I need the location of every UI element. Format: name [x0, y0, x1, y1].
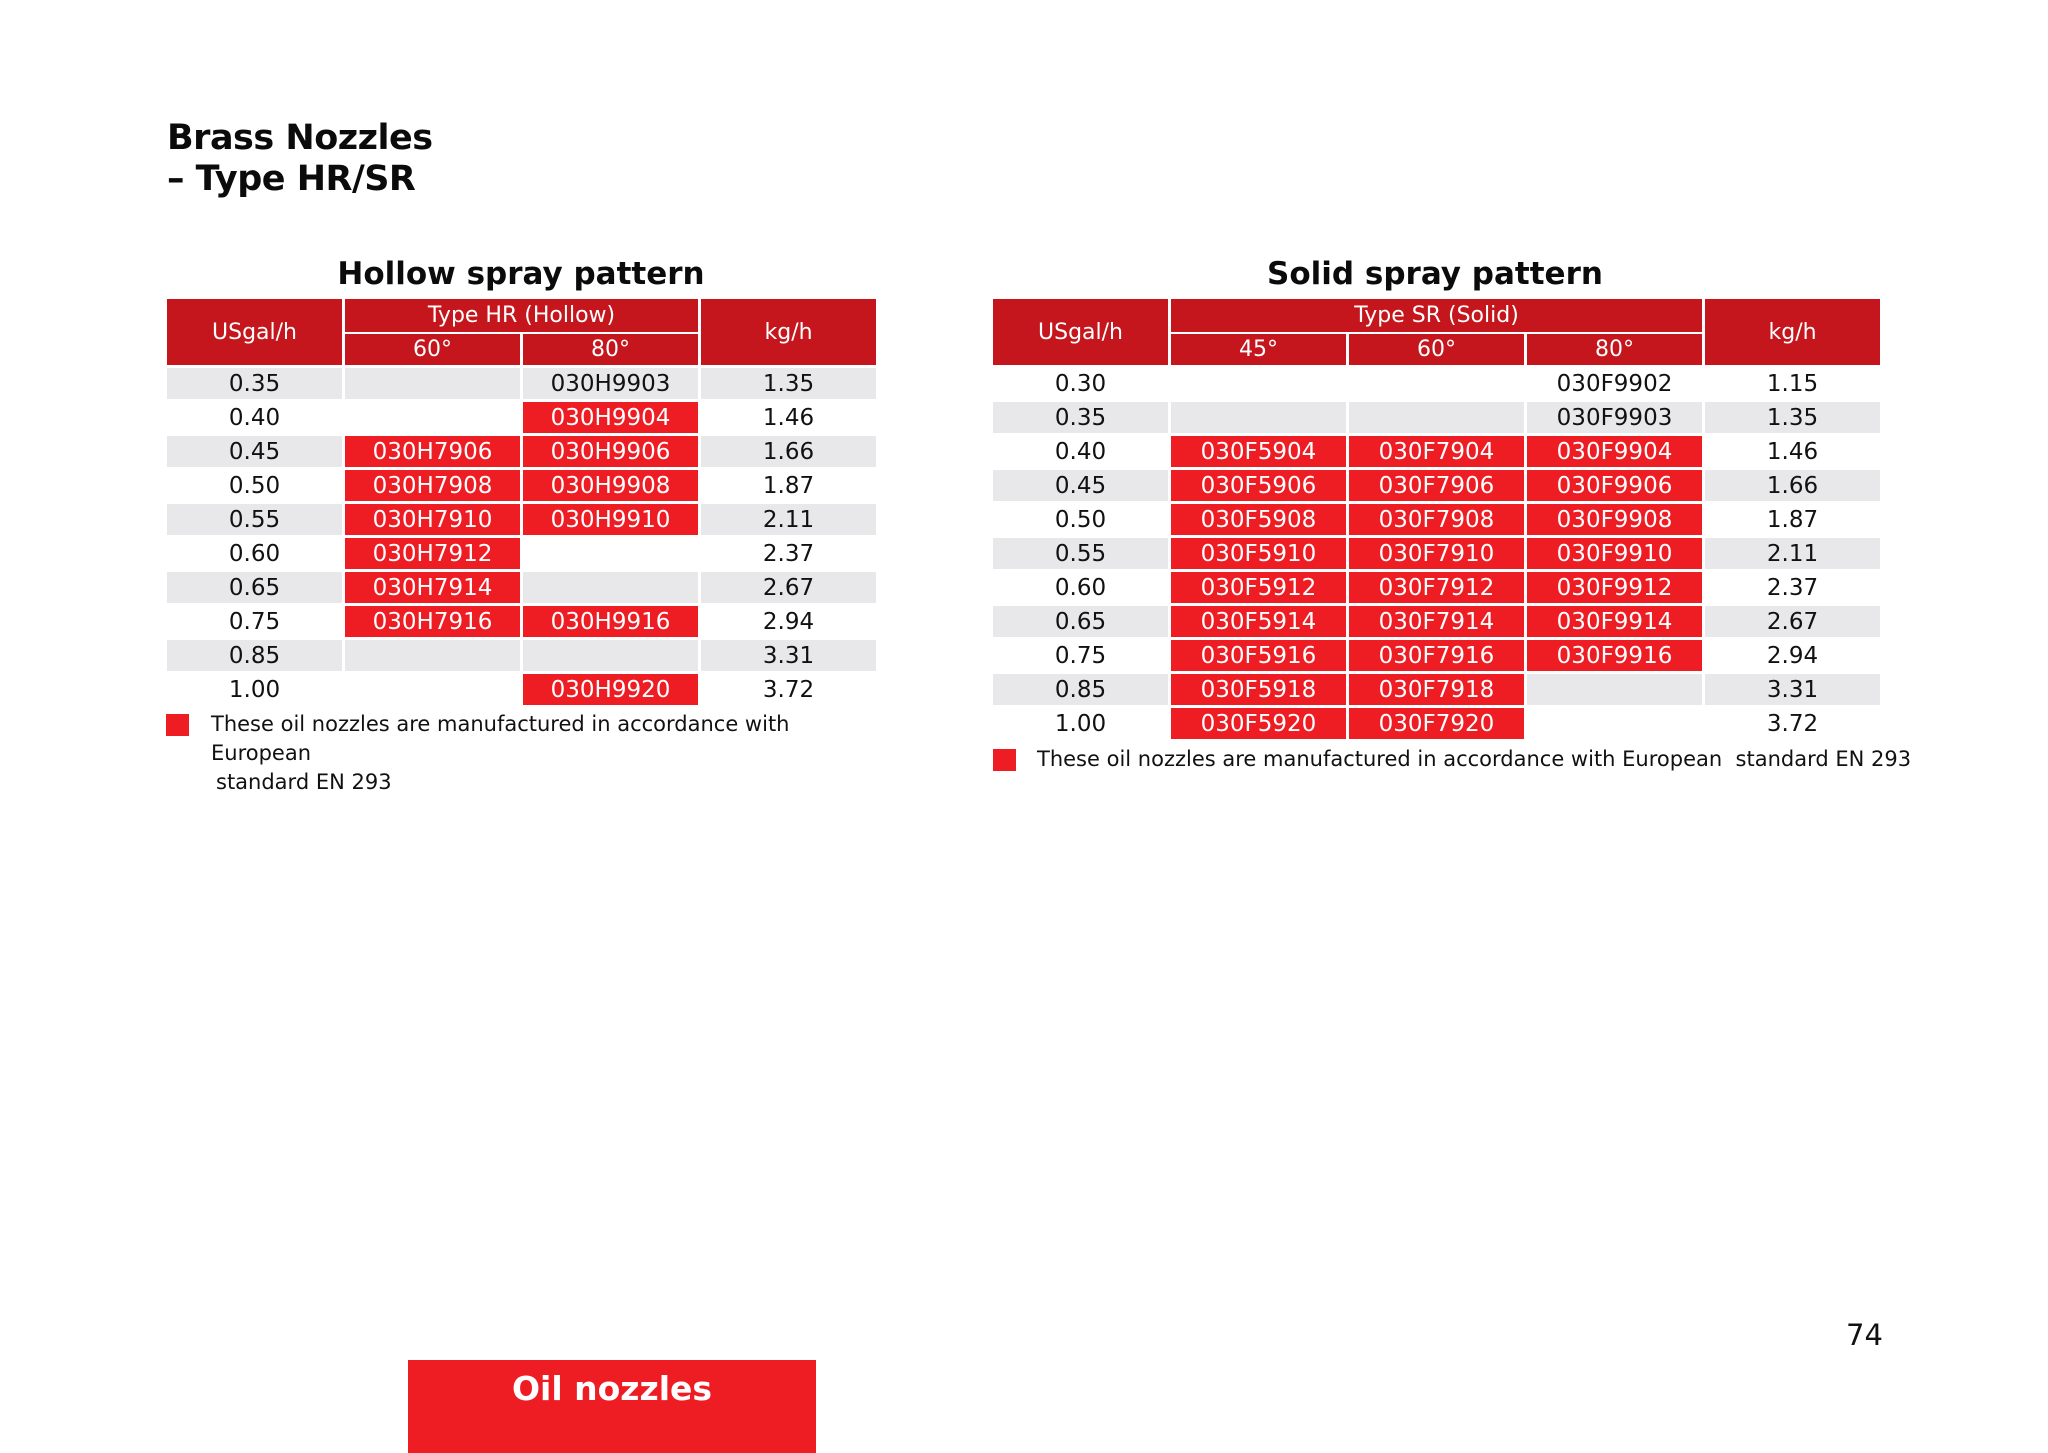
flow-kgh-cell: 2.11: [701, 504, 876, 538]
page-number: 74: [1846, 1318, 1883, 1352]
table-row: [993, 674, 1880, 708]
flow-usgal-cell: 0.55: [167, 504, 342, 538]
part-number-cell: 030F7908: [1349, 504, 1524, 538]
part-number-cell: 030F9910: [1527, 538, 1702, 572]
hollow-section-heading: Hollow spray pattern: [337, 256, 705, 292]
flow-usgal-cell: 0.65: [167, 572, 342, 606]
flow-kgh-cell: 2.37: [1705, 572, 1880, 606]
table-row: [993, 538, 1880, 572]
part-number-cell: 030H7910: [345, 504, 520, 538]
part-number-cell: [345, 640, 520, 674]
flow-usgal-cell: 1.00: [167, 674, 342, 708]
part-number-cell: 030F5916: [1171, 640, 1346, 674]
column-header-angle: 80°: [1527, 334, 1702, 368]
flow-kgh-cell: 2.67: [701, 572, 876, 606]
flow-kgh-cell: 1.46: [701, 402, 876, 436]
flow-kgh-cell: 1.87: [1705, 504, 1880, 538]
table-row: [167, 538, 876, 572]
column-group-type-hr: Type HR (Hollow): [345, 299, 698, 334]
part-number-cell: 030H7916: [345, 606, 520, 640]
table-row: [993, 640, 1880, 674]
part-number-cell: 030F7918: [1349, 674, 1524, 708]
part-number-cell: 030H7906: [345, 436, 520, 470]
part-number-cell: [1527, 674, 1702, 708]
part-number-cell: 030F7916: [1349, 640, 1524, 674]
part-number-cell: [345, 402, 520, 436]
flow-usgal-cell: 0.60: [993, 572, 1168, 606]
part-number-cell: [1171, 402, 1346, 436]
table-row: [167, 606, 876, 640]
part-number-cell: [1527, 708, 1702, 742]
part-number-cell: 030F7920: [1349, 708, 1524, 742]
column-group-type-sr: Type SR (Solid): [1171, 299, 1702, 334]
column-header-angle: 80°: [523, 334, 698, 368]
part-number-cell: 030H9904: [523, 402, 698, 436]
table-row: [167, 436, 876, 470]
table-row: [993, 708, 1880, 742]
table-row: [167, 572, 876, 606]
flow-usgal-cell: 0.35: [167, 368, 342, 402]
part-number-cell: 030F5920: [1171, 708, 1346, 742]
column-header-usgal: USgal/h: [167, 299, 342, 368]
flow-kgh-cell: 2.94: [1705, 640, 1880, 674]
part-number-cell: 030H7908: [345, 470, 520, 504]
page-title-line-1: Brass Nozzles: [167, 118, 433, 158]
flow-usgal-cell: 0.75: [167, 606, 342, 640]
part-number-cell: [523, 640, 698, 674]
table-row: [167, 504, 876, 538]
flow-kgh-cell: 2.94: [701, 606, 876, 640]
hollow-note: [166, 710, 886, 797]
flow-kgh-cell: 3.31: [1705, 674, 1880, 708]
part-number-cell: 030F7910: [1349, 538, 1524, 572]
table-row: [167, 470, 876, 504]
column-header-angle: 45°: [1171, 334, 1346, 368]
part-number-cell: 030H9908: [523, 470, 698, 504]
part-number-cell: 030F7914: [1349, 606, 1524, 640]
flow-usgal-cell: 0.55: [993, 538, 1168, 572]
flow-kgh-cell: 3.72: [701, 674, 876, 708]
part-number-cell: 030H9916: [523, 606, 698, 640]
column-header-kgh: kg/h: [1705, 299, 1880, 368]
part-number-cell: 030F5910: [1171, 538, 1346, 572]
part-number-cell: 030F5908: [1171, 504, 1346, 538]
part-number-cell: [523, 538, 698, 572]
flow-kgh-cell: 1.15: [1705, 368, 1880, 402]
flow-usgal-cell: 0.45: [167, 436, 342, 470]
flow-kgh-cell: 1.87: [701, 470, 876, 504]
hollow-spray-table: [164, 299, 879, 708]
flow-kgh-cell: 1.35: [701, 368, 876, 402]
part-number-cell: [1171, 368, 1346, 402]
flow-usgal-cell: 0.50: [167, 470, 342, 504]
flow-usgal-cell: 0.35: [993, 402, 1168, 436]
flow-usgal-cell: 0.50: [993, 504, 1168, 538]
flow-usgal-cell: 0.85: [993, 674, 1168, 708]
part-number-cell: 030F9903: [1527, 402, 1702, 436]
part-number-cell: [1349, 402, 1524, 436]
flow-usgal-cell: 0.45: [993, 470, 1168, 504]
part-number-cell: 030F5906: [1171, 470, 1346, 504]
table-row: [993, 402, 1880, 436]
part-number-cell: [345, 368, 520, 402]
flow-kgh-cell: 1.35: [1705, 402, 1880, 436]
part-number-cell: 030F5914: [1171, 606, 1346, 640]
flow-usgal-cell: 0.30: [993, 368, 1168, 402]
hollow-note-line-2: standard EN 293: [216, 770, 392, 794]
column-header-angle: 60°: [1349, 334, 1524, 368]
flow-usgal-cell: 0.75: [993, 640, 1168, 674]
table-row: [993, 368, 1880, 402]
part-number-cell: 030F5904: [1171, 436, 1346, 470]
hollow-note-line-1: These oil nozzles are manufactured in accordance with European: [211, 712, 790, 765]
part-number-cell: [523, 572, 698, 606]
flow-kgh-cell: 1.46: [1705, 436, 1880, 470]
flow-usgal-cell: 1.00: [993, 708, 1168, 742]
part-number-cell: 030H9906: [523, 436, 698, 470]
red-square-legend-icon: [993, 749, 1016, 771]
table-row: [167, 640, 876, 674]
flow-kgh-cell: 1.66: [701, 436, 876, 470]
flow-kgh-cell: 1.66: [1705, 470, 1880, 504]
part-number-cell: 030F7912: [1349, 572, 1524, 606]
solid-note: [993, 745, 1912, 774]
table-row: [993, 436, 1880, 470]
table-row: [993, 504, 1880, 538]
part-number-cell: 030F9908: [1527, 504, 1702, 538]
column-header-kgh: kg/h: [701, 299, 876, 368]
part-number-cell: 030F9916: [1527, 640, 1702, 674]
part-number-cell: 030F7904: [1349, 436, 1524, 470]
solid-section-heading: Solid spray pattern: [1267, 256, 1603, 292]
part-number-cell: 030F7906: [1349, 470, 1524, 504]
part-number-cell: 030F9902: [1527, 368, 1702, 402]
page-title: [167, 118, 433, 200]
part-number-cell: 030F9912: [1527, 572, 1702, 606]
table-row: [993, 572, 1880, 606]
flow-usgal-cell: 0.40: [167, 402, 342, 436]
part-number-cell: 030F9906: [1527, 470, 1702, 504]
part-number-cell: 030H9903: [523, 368, 698, 402]
page-title-line-2: – Type HR/SR: [167, 159, 416, 199]
solid-note-text: These oil nozzles are manufactured in accordance with European standard EN 293: [1037, 747, 1912, 771]
part-number-cell: [1349, 368, 1524, 402]
part-number-cell: 030F5912: [1171, 572, 1346, 606]
flow-kgh-cell: 2.67: [1705, 606, 1880, 640]
red-square-legend-icon: [166, 714, 189, 736]
part-number-cell: 030H9920: [523, 674, 698, 708]
column-header-angle: 60°: [345, 334, 520, 368]
flow-kgh-cell: 2.11: [1705, 538, 1880, 572]
column-header-usgal: USgal/h: [993, 299, 1168, 368]
part-number-cell: [345, 674, 520, 708]
flow-usgal-cell: 0.65: [993, 606, 1168, 640]
flow-kgh-cell: 3.31: [701, 640, 876, 674]
flow-kgh-cell: 3.72: [1705, 708, 1880, 742]
flow-usgal-cell: 0.85: [167, 640, 342, 674]
part-number-cell: 030F9904: [1527, 436, 1702, 470]
table-row: [167, 368, 876, 402]
table-row: [993, 606, 1880, 640]
part-number-cell: 030F5918: [1171, 674, 1346, 708]
flow-usgal-cell: 0.40: [993, 436, 1168, 470]
part-number-cell: 030H7912: [345, 538, 520, 572]
part-number-cell: 030H9910: [523, 504, 698, 538]
section-tab-oil-nozzles: Oil nozzles: [408, 1360, 816, 1453]
part-number-cell: 030F9914: [1527, 606, 1702, 640]
table-row: [167, 674, 876, 708]
part-number-cell: 030H7914: [345, 572, 520, 606]
table-row: [167, 402, 876, 436]
flow-usgal-cell: 0.60: [167, 538, 342, 572]
table-row: [993, 470, 1880, 504]
solid-spray-table: [990, 299, 1883, 742]
flow-kgh-cell: 2.37: [701, 538, 876, 572]
